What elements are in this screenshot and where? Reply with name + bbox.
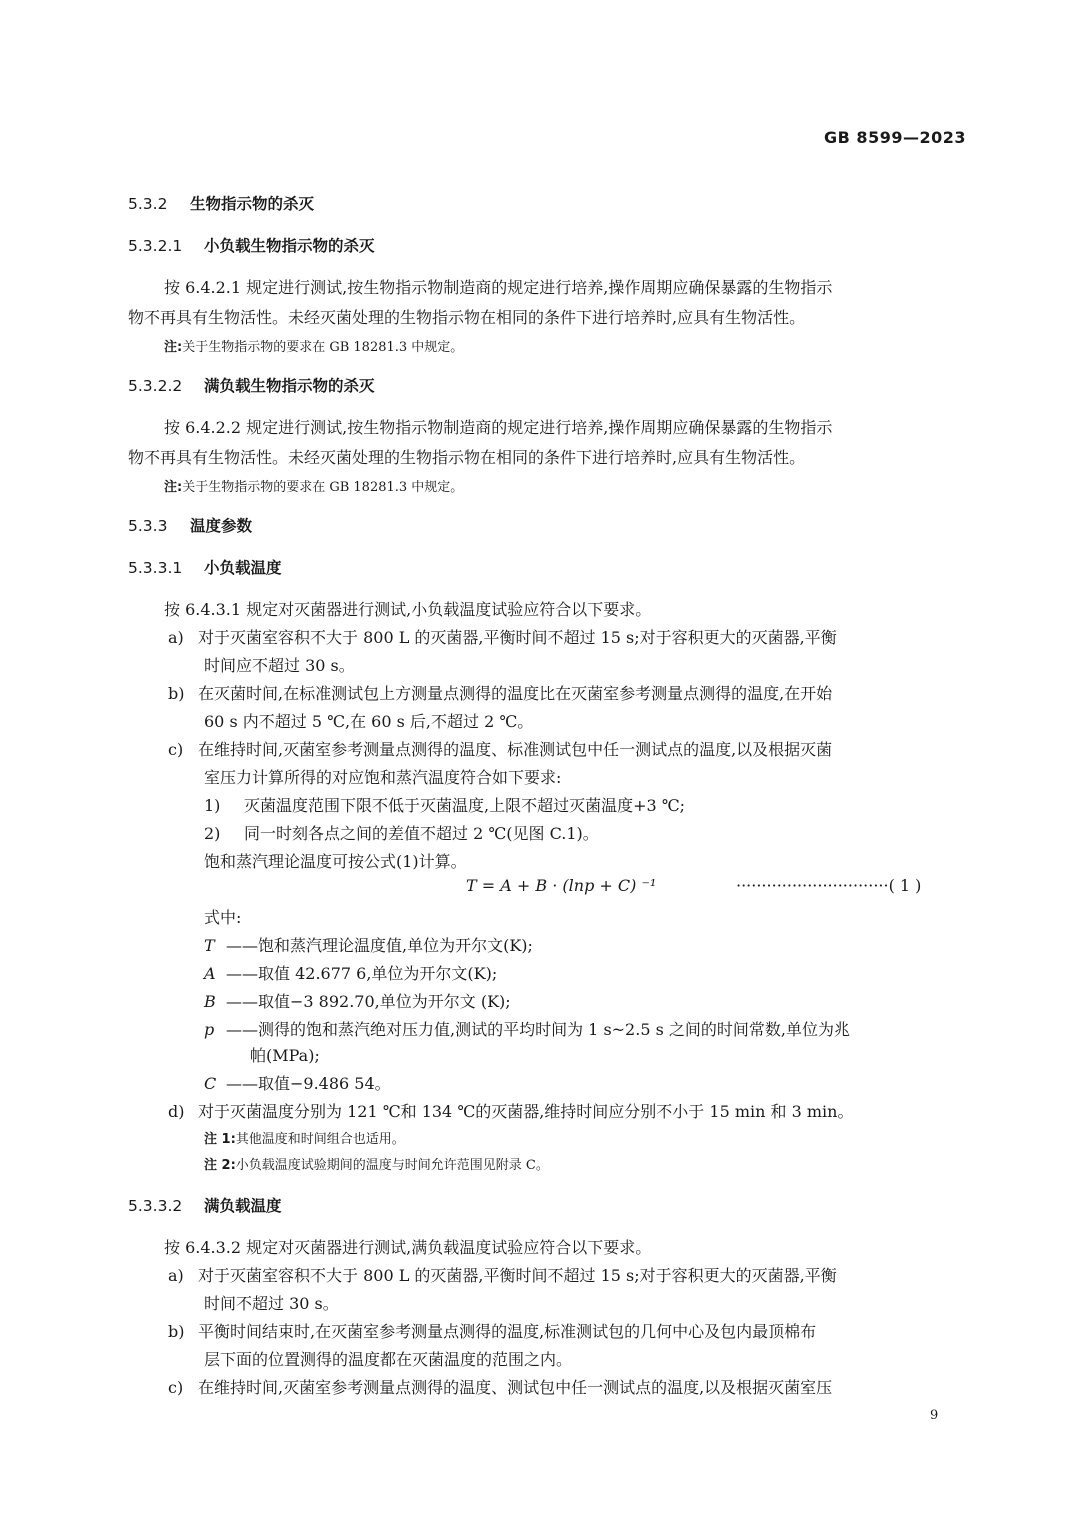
list-item-d (168, 1100, 853, 1124)
page-number: 9 (930, 1408, 939, 1423)
section-heading-5-3-2 (128, 192, 314, 216)
list-text: 对于灭菌室容积不大于 800 L 的灭菌器,平衡时间不超过 15 s;对于容积更大的灭菌器,平衡 (198, 1266, 837, 1285)
section-number: 5.3.2 (128, 195, 168, 213)
formula-number: ······························( 1 ) (736, 876, 922, 895)
list-text: 灭菌温度范围下限不低于灭菌温度,上限不超过灭菌温度+3 ℃; (244, 796, 686, 815)
list-text: 在维持时间,灭菌室参考测量点测得的温度、测试包中任一测试点的温度,以及根据灭菌室压 (198, 1378, 833, 1397)
list-marker: c) (168, 740, 184, 759)
definition-symbol: T (204, 936, 215, 955)
definition-text: ——饱和蒸汽理论温度值,单位为开尔文(K); (226, 936, 533, 955)
standard-code: GB 8599—2023 (824, 128, 966, 147)
section-title: 满负载生物指示物的杀灭 (204, 377, 375, 395)
list-item-continuation: 层下面的位置测得的温度都在灭菌温度的范围之内。 (204, 1350, 573, 1369)
note-text: 小负载温度试验期间的温度与时间允许范围见附录 C。 (235, 1158, 549, 1173)
definition-text: ——取值 42.677 6,单位为开尔文(K); (226, 964, 498, 983)
section-number: 5.3.2.2 (128, 377, 183, 395)
definition-continuation: 帕(MPa); (250, 1046, 320, 1065)
definition-A (204, 962, 497, 986)
list-text: 对于灭菌温度分别为 121 ℃和 134 ℃的灭菌器,维持时间应分别不小于 15 min 和 3 min。 (198, 1102, 854, 1121)
list-marker: c) (168, 1378, 184, 1397)
definition-text: ——取值−3 892.70,单位为开尔文 (K); (226, 992, 511, 1011)
list-text: 在灭菌时间,在标准测试包上方测量点测得的温度比在灭菌室参考测量点测得的温度,在开始 (198, 684, 833, 703)
paragraph-line: 按 6.4.2.2 规定进行测试,按生物指示物制造商的规定进行培养,操作周期应确保暴露的生物指示 (164, 418, 833, 437)
section-heading-5-3-2-1 (128, 234, 375, 258)
definition-symbol: A (204, 964, 216, 983)
definition-text: ——测得的饱和蒸汽绝对压力值,测试的平均时间为 1 s~2.5 s 之间的时间常数,单位为兆 (226, 1020, 850, 1039)
note (164, 336, 463, 360)
list-text: 在维持时间,灭菌室参考测量点测得的温度、标准测试包中任一测试点的温度,以及根据灭菌 (198, 740, 833, 759)
section-title: 温度参数 (190, 517, 253, 535)
sub-list-item-2 (204, 822, 599, 846)
list-item-c (168, 1376, 832, 1400)
formula-intro: 饱和蒸汽理论温度可按公式(1)计算。 (204, 852, 467, 871)
list-item-a (168, 626, 837, 650)
section-heading-5-3-3-1 (128, 556, 282, 580)
section-heading-5-3-3-2 (128, 1194, 282, 1218)
list-marker: a) (168, 1266, 184, 1285)
definition-symbol: C (204, 1074, 217, 1093)
list-item-continuation: 60 s 内不超过 5 ℃,在 60 s 后,不超过 2 ℃。 (204, 712, 534, 731)
list-marker: b) (168, 684, 185, 703)
formula-expression: T = A + B · (lnp + C) ⁻¹ (466, 876, 657, 895)
paragraph-line: 按 6.4.2.1 规定进行测试,按生物指示物制造商的规定进行培养,操作周期应确保暴露的生物指示 (164, 278, 833, 297)
note-label: 注 2: (204, 1158, 236, 1173)
note-text: 其他温度和时间组合也适用。 (235, 1132, 405, 1147)
section-number: 5.3.3.1 (128, 559, 183, 577)
where-label: 式中: (204, 908, 242, 927)
definition-C (204, 1072, 391, 1096)
note (164, 476, 463, 500)
list-text: 平衡时间结束时,在灭菌室参考测量点测得的温度,标准测试包的几何中心及包内最顶棉布 (198, 1322, 817, 1341)
paragraph-line: 物不再具有生物活性。未经灭菌处理的生物指示物在相同的条件下进行培养时,应具有生物活性。 (128, 448, 806, 467)
section-number: 5.3.2.1 (128, 237, 183, 255)
definition-B (204, 990, 511, 1014)
list-item-continuation: 时间应不超过 30 s。 (204, 656, 355, 675)
definition-symbol: p (204, 1020, 215, 1039)
list-text: 对于灭菌室容积不大于 800 L 的灭菌器,平衡时间不超过 15 s;对于容积更大的灭菌器,平衡 (198, 628, 837, 647)
list-text: 同一时刻各点之间的差值不超过 2 ℃(见图 C.1)。 (244, 824, 599, 843)
list-item-b (168, 682, 832, 706)
section-heading-5-3-2-2 (128, 374, 375, 398)
list-marker: 2) (204, 824, 221, 843)
note-label: 注: (164, 340, 183, 355)
paragraph-line: 物不再具有生物活性。未经灭菌处理的生物指示物在相同的条件下进行培养时,应具有生物活性。 (128, 308, 806, 327)
list-item-continuation: 时间不超过 30 s。 (204, 1294, 339, 1313)
paragraph-line: 按 6.4.3.2 规定对灭菌器进行测试,满负载温度试验应符合以下要求。 (164, 1238, 652, 1257)
definition-p (204, 1018, 850, 1042)
list-marker: a) (168, 628, 184, 647)
definition-symbol: B (204, 992, 216, 1011)
note-text: 关于生物指示物的要求在 GB 18281.3 中规定。 (182, 480, 464, 495)
note-2 (204, 1154, 549, 1178)
section-title: 满负载温度 (204, 1197, 282, 1215)
list-item-a (168, 1264, 837, 1288)
list-marker: d) (168, 1102, 185, 1121)
note-1 (204, 1128, 405, 1152)
section-number: 5.3.3 (128, 517, 168, 535)
list-item-b (168, 1320, 816, 1344)
note-label: 注: (164, 480, 183, 495)
section-heading-5-3-3 (128, 514, 252, 538)
section-title: 生物指示物的杀灭 (190, 195, 315, 213)
definition-text: ——取值−9.486 54。 (226, 1074, 391, 1093)
section-title: 小负载生物指示物的杀灭 (204, 237, 375, 255)
list-item-continuation: 室压力计算所得的对应饱和蒸汽温度符合如下要求: (204, 768, 562, 787)
definition-T (204, 934, 533, 958)
paragraph-line: 按 6.4.3.1 规定对灭菌器进行测试,小负载温度试验应符合以下要求。 (164, 600, 652, 619)
list-item-c (168, 738, 832, 762)
section-title: 小负载温度 (204, 559, 282, 577)
note-text: 关于生物指示物的要求在 GB 18281.3 中规定。 (182, 340, 464, 355)
note-label: 注 1: (204, 1132, 236, 1147)
list-marker: 1) (204, 796, 221, 815)
list-marker: b) (168, 1322, 185, 1341)
section-number: 5.3.3.2 (128, 1197, 183, 1215)
sub-list-item-1 (204, 794, 685, 818)
